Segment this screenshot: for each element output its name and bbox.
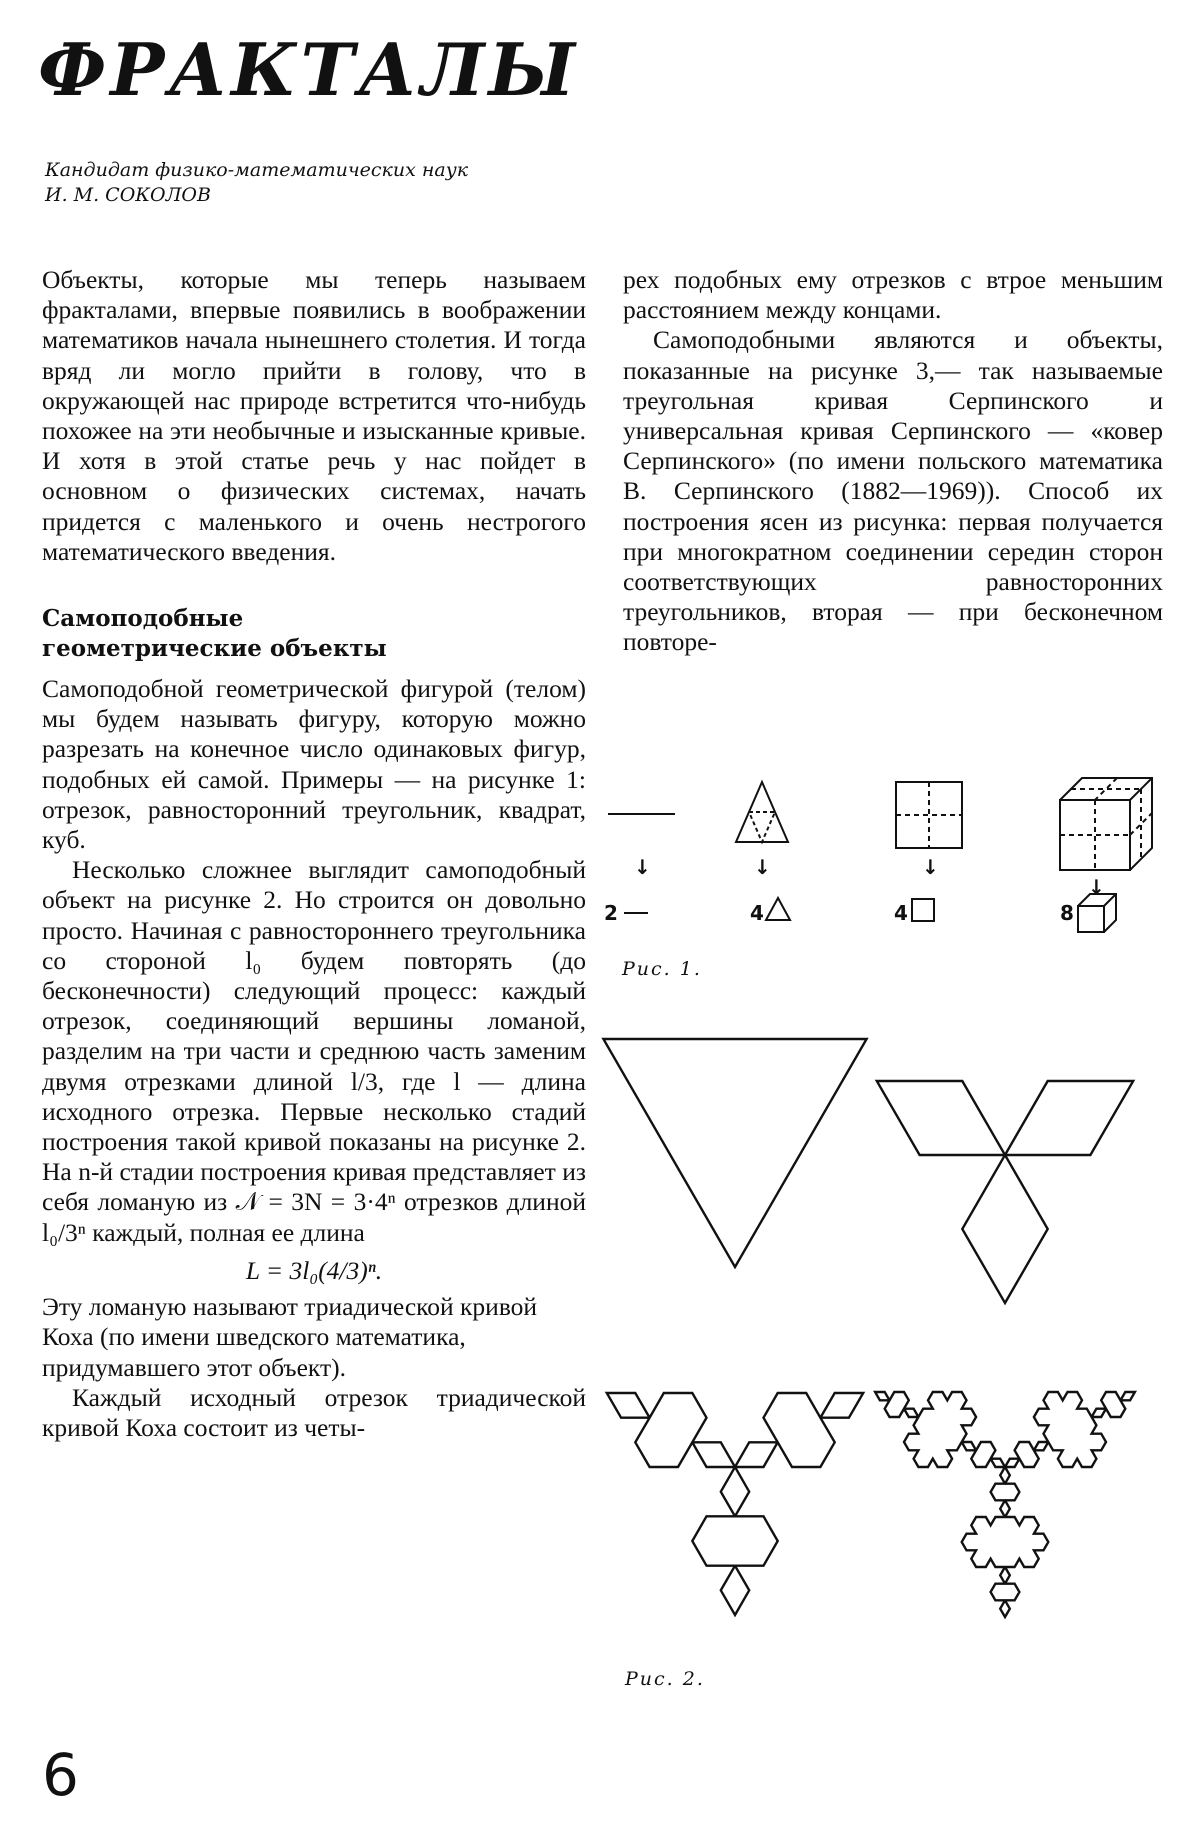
arrow-icon: ↓ bbox=[1088, 875, 1105, 899]
paragraph-koch-name: Эту ломаную называют триадической кривой Коха (по имени шведского математика, придумавшего этот объект). bbox=[42, 1292, 538, 1382]
arrow-icon: ↓ bbox=[634, 855, 651, 879]
paragraph-koch-construction: Несколько сложнее выглядит самоподобный объект на рисунке 2. Но строится он довольно просто. Начиная с равностороннего треугольника со стороной l₀ будем повторять (до бесконечности) следующий процесс: каждый отрезок, соединяющий вершины ломаной, разделим на три части и среднюю часть заменим двумя отрезками длиной l/3, где l — длина исходного отрезка. Первые несколько стадий построения такой кривой показаны на рисунке 2. На n-й стадии построения кривая представляет из себя ломаную из 𝒩 = 3N = 3·4ⁿ отрезков длиной l₀/3ⁿ каждый, полная ее длина bbox=[42, 855, 586, 1247]
arrow-icon: ↓ bbox=[922, 855, 939, 879]
author-degree: Кандидат физико-математических наук bbox=[45, 159, 469, 181]
paragraph-sierpinski: Самоподобными являются и объекты, показанные на рисунке 3,— так называемые треугольная кривая Серпинского и универсальная кривая Серпинского — «ковер Серпинского» (по имени польского математика В. Серпинского (1882—1969)). Способ их построения ясен из рисунка: первая получается при многократном соединении середин сторон соответствующих равносторонних треугольников, вторая — при бесконечном повторе- bbox=[623, 325, 1163, 657]
koch-stage-2 bbox=[607, 1393, 863, 1615]
intro-paragraph: Объекты, которые мы теперь называем фракталами, впервые появились в воображении математиков начала нынешнего столетия. И тогда вряд ли могло прийти в голову, что в окружающей нас природе встретится что-нибудь похожее на эти необычные и изысканные кривые. И хотя в этой статье речь у нас пойдет в основном о физических системах, начать придется с маленького и очень нестрогого математического введения. bbox=[42, 265, 586, 566]
right-column bbox=[623, 265, 1163, 658]
formula-length: L = 3l₀(4/3)ⁿ. bbox=[245, 1255, 383, 1285]
label-two: 2 bbox=[604, 901, 618, 925]
koch-stage-0 bbox=[603, 1039, 866, 1267]
arrow-icon: ↓ bbox=[754, 855, 771, 879]
label-four-triangles: 4 bbox=[750, 901, 764, 925]
paragraph-self-similar: Самоподобной геометрической фигурой (телом) мы будем называть фигуру, которую можно разрезать на конечное число одинаковых фигур, подобных ей самой. Примеры — на рисунке 1: отрезок, равносторонний треугольник, квадрат, куб. bbox=[42, 674, 586, 855]
figure-1 bbox=[600, 760, 1160, 980]
figure-1-caption: Рис. 1. bbox=[622, 958, 702, 980]
cube-shape bbox=[1060, 778, 1152, 870]
triangle-subdivision bbox=[749, 812, 775, 842]
koch-stage-1 bbox=[877, 1081, 1133, 1303]
section-heading-line2: геометрические объекты bbox=[42, 635, 387, 663]
byline bbox=[45, 158, 468, 208]
section-heading bbox=[42, 604, 586, 664]
left-column bbox=[42, 265, 586, 1443]
figure-2 bbox=[600, 985, 1160, 1685]
paragraph-continuation: рех подобных ему отрезков с втрое меньшим расстоянием между концами. bbox=[623, 265, 1163, 325]
paragraph-koch-segments: Каждый исходный отрезок триадической кривой Коха состоит из четы- bbox=[42, 1382, 586, 1442]
label-four-squares: 4 bbox=[894, 901, 908, 925]
koch-stage-3 bbox=[875, 1392, 1135, 1617]
section-heading-line1: Самоподобные bbox=[42, 605, 244, 633]
page-number: 6 bbox=[42, 1741, 79, 1809]
article-title: ФРАКТАЛЫ bbox=[38, 27, 579, 112]
author-name: И. М. СОКОЛОВ bbox=[45, 184, 211, 206]
triangle-shape bbox=[736, 782, 788, 842]
figure-2-caption: Рис. 2. bbox=[625, 1668, 705, 1690]
label-eight: 8 bbox=[1060, 901, 1074, 925]
